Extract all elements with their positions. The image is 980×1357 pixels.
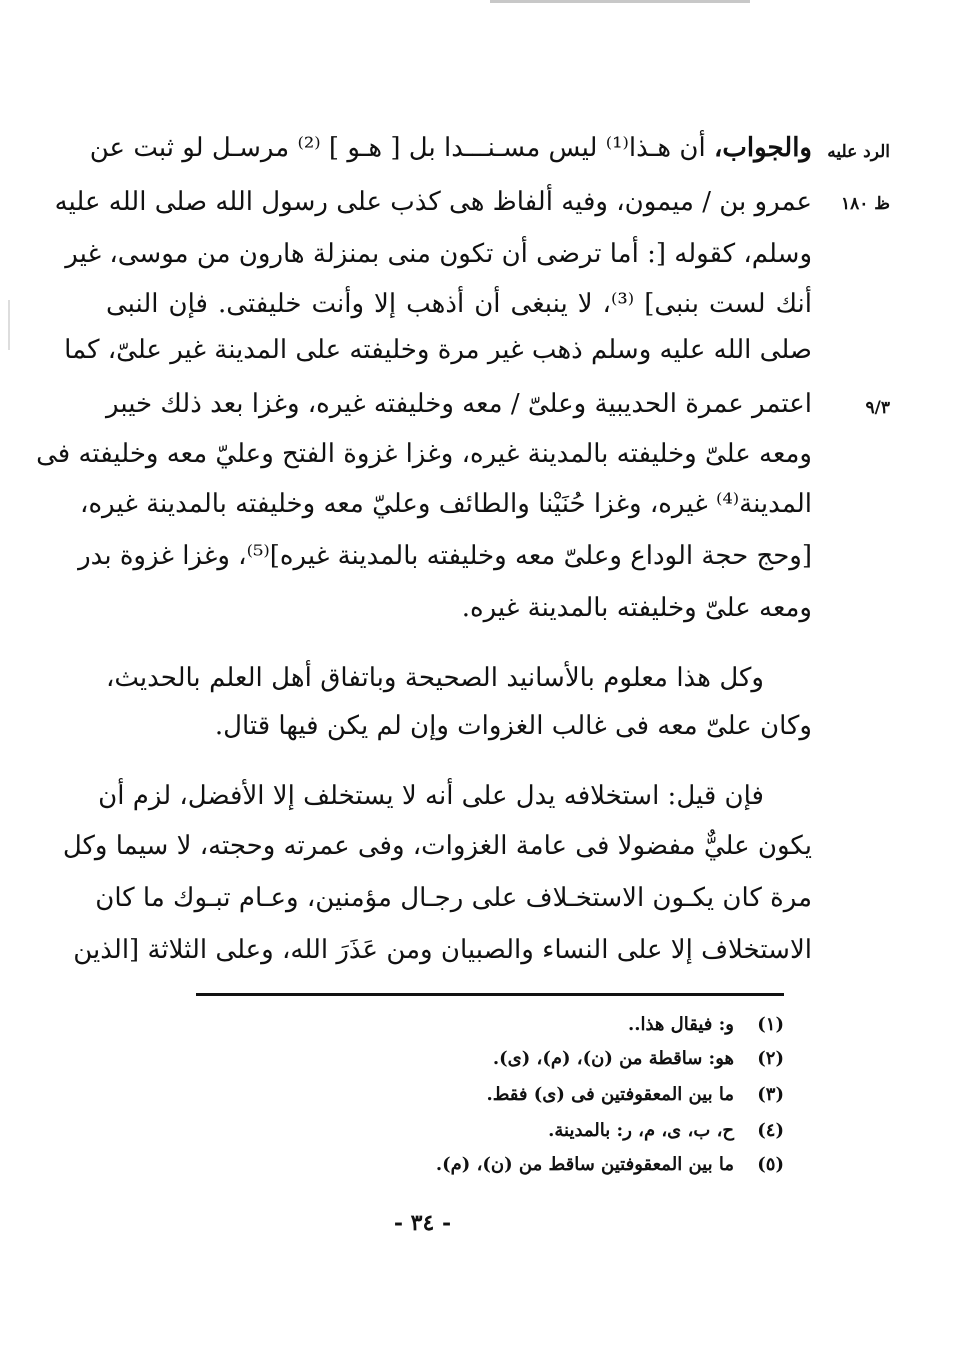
lead-word: والجواب، [713, 133, 812, 163]
body-line: اعتمر عمرة الحديبية وعلىّ / معه وخليفته غيره، وغزا بعد ذلك خيبر [106, 389, 812, 419]
footnote [548, 1116, 784, 1146]
footnote-text: ح، ب، ى، م، ر: بالمدينة. [548, 1120, 734, 1141]
margin-note-reply: الرد عليه [827, 142, 890, 162]
footnote-rule [196, 993, 784, 996]
body-line: يكون عليٌّ مفضولا فى عامة الغزوات، وفى عمرته وحجته، لا سيما وكل [62, 831, 812, 861]
body-line: المدينة⁽⁴⁾ غيره، وغزا حُنَيْنا والطائف وعليّ معه وخليفته بالمدينة غيره، [80, 489, 812, 519]
line-text: أن هـذا⁽¹⁾ ليس مسـنـــدا بل [ هـو ] ⁽²⁾ مرسـل لو ثبت عن [89, 133, 714, 163]
footnote-text: ما بين المعقوفتين فى (ى) فقط. [486, 1084, 734, 1105]
footnote-number: (٥) [757, 1154, 784, 1175]
body-line: [وحج حجة الوداع وعلىّ معه وخليفته بالمدينة غيره]⁽⁵⁾، وغزا غزوة بدر [78, 541, 812, 571]
footnote [436, 1150, 784, 1180]
body-line [89, 128, 812, 168]
body-line: فإن قيل: استخلافه يدل على أنه لا يستخلف إلا الأفضل، لزم أن [98, 781, 764, 811]
footnote-number: (١) [757, 1014, 784, 1035]
body-line: الاستخلاف إلا على النساء والصبيان ومن عَذَرَ الله، وعلى الثلاثة [الذين [73, 935, 812, 965]
top-edge-mark [490, 0, 750, 3]
footnote-number: (٣) [757, 1084, 784, 1105]
body-line: ومعه علىّ وخليفته بالمدينة غيره، وغزا غزوة الفتح وعليّ معه وخليفته فى [36, 439, 812, 469]
footnote-number: (٢) [757, 1048, 784, 1069]
body-line: ومعه علىّ وخليفته بالمدينة غيره. [461, 593, 812, 623]
footnote-text: ما بين المعقوفتين ساقط من (ن)، (م). [435, 1154, 734, 1175]
page-number: - ٣٤ - [393, 1210, 452, 1236]
footnote [628, 1010, 784, 1040]
footnote [486, 1080, 784, 1110]
body-line: وسلم، كقوله [: أما ترضى أن تكون منى بمنزلة هارون من موسى، غير [65, 239, 812, 269]
margin-note-folio-180: ظ ١٨٠ [840, 194, 890, 214]
margin-note-folio-9-3: ٩/٣ [865, 398, 890, 418]
footnote-text: هو: ساقطة من (ن)، (م)، (ى). [492, 1048, 734, 1069]
footnote-text: و: فيقال هذا.. [627, 1014, 734, 1035]
footnote [493, 1044, 784, 1074]
body-line: أنك لست بنبى] ⁽³⁾، لا ينبغى أن أذهب إلا وأنت خليفتى. فإن النبى [106, 289, 812, 319]
body-line: وكل هذا معلوم بالأسانيد الصحيحة وباتفاق أهل العلم بالحديث، [106, 663, 764, 693]
body-line: صلى الله عليه وسلم ذهب غير مرة وخليفته على المدينة غير علىّ، كما [64, 335, 812, 365]
body-line: وكان علىّ معه فى غالب الغزوات وإن لم يكن فيها قتال. [214, 711, 812, 741]
scan-artifact [8, 300, 10, 350]
body-line: عمرو بن / ميمون، وفيه ألفاظ هى كذب على رسول الله صلى الله عليه [54, 187, 812, 217]
footnote-number: (٤) [757, 1120, 784, 1141]
body-line: مرة كان يكـون الاستخـلاف على رجـال مؤمنين، وعـام تبـوك ما كان [95, 883, 812, 913]
